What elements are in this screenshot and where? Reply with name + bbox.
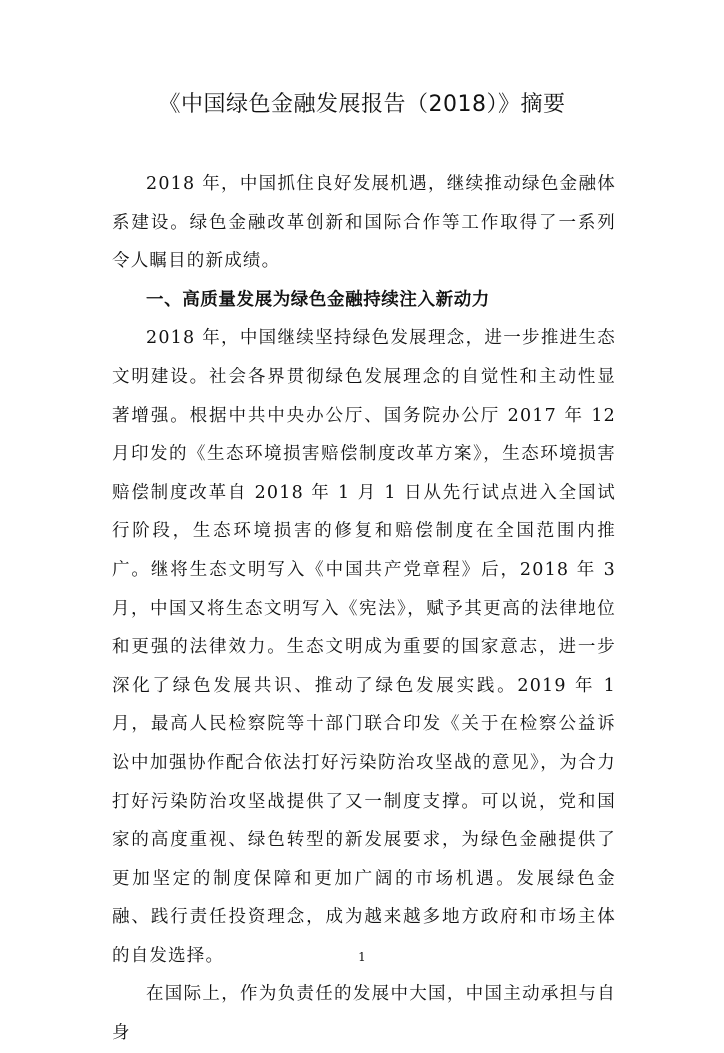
intro-paragraph: 2018 年，中国抓住良好发展机遇，继续推动绿色金融体系建设。绿色金融改革创新和国际合作等工作取得了一系列令人瞩目的新成绩。 [112, 174, 616, 272]
section-heading: 一、高质量发展为绿色金融持续注入新动力 [146, 289, 490, 310]
page-title: 《中国绿色金融发展报告（2018）》摘要 [158, 92, 566, 117]
page-number: 1 [358, 950, 366, 964]
international-paragraph: 在国际上，作为负责任的发展中大国，中国主动承担与自身 [112, 984, 616, 1044]
document-body [112, 165, 616, 1053]
section-paragraph: 2018 年，中国继续坚持绿色发展理念，进一步推进生态文明建设。社会各界贯彻绿色发展理念的自觉性和主动性显著增强。根据中共中央办公厅、国务院办公厅 2017 年 12 月印发的《生态环境损害赔偿制度改革方案》，生态环境损害赔偿制度改革自 2018 年 1 月 1 日从先行试点进入全国试行阶段，生态环境损害的修复和赔偿制度在全国范围内推广。继将生态文明写入《中国共产党章程》后，2018 年 3 月，中国又将生态文明写入《宪法》，赋予其更高的法律地位和更强的法律效力。生态文明成为重要的国家意志，进一步深化了绿色发展共识、推动了绿色发展实践。2019 年 1 月，最高人民检察院等十部门联合印发《关于在检察公益诉讼中加强协作配合依法打好污染防治攻坚战的意见》，为合力打好污染防治攻坚战提供了又一制度支撑。可以说，党和国家的高度重视、绿色转型的新发展要求，为绿色金融提供了更加坚定的制度保障和更加广阔的市场机遇。发展绿色金融、践行责任投资理念，成为越来越多地方政府和市场主体的自发选择。 [112, 328, 616, 966]
